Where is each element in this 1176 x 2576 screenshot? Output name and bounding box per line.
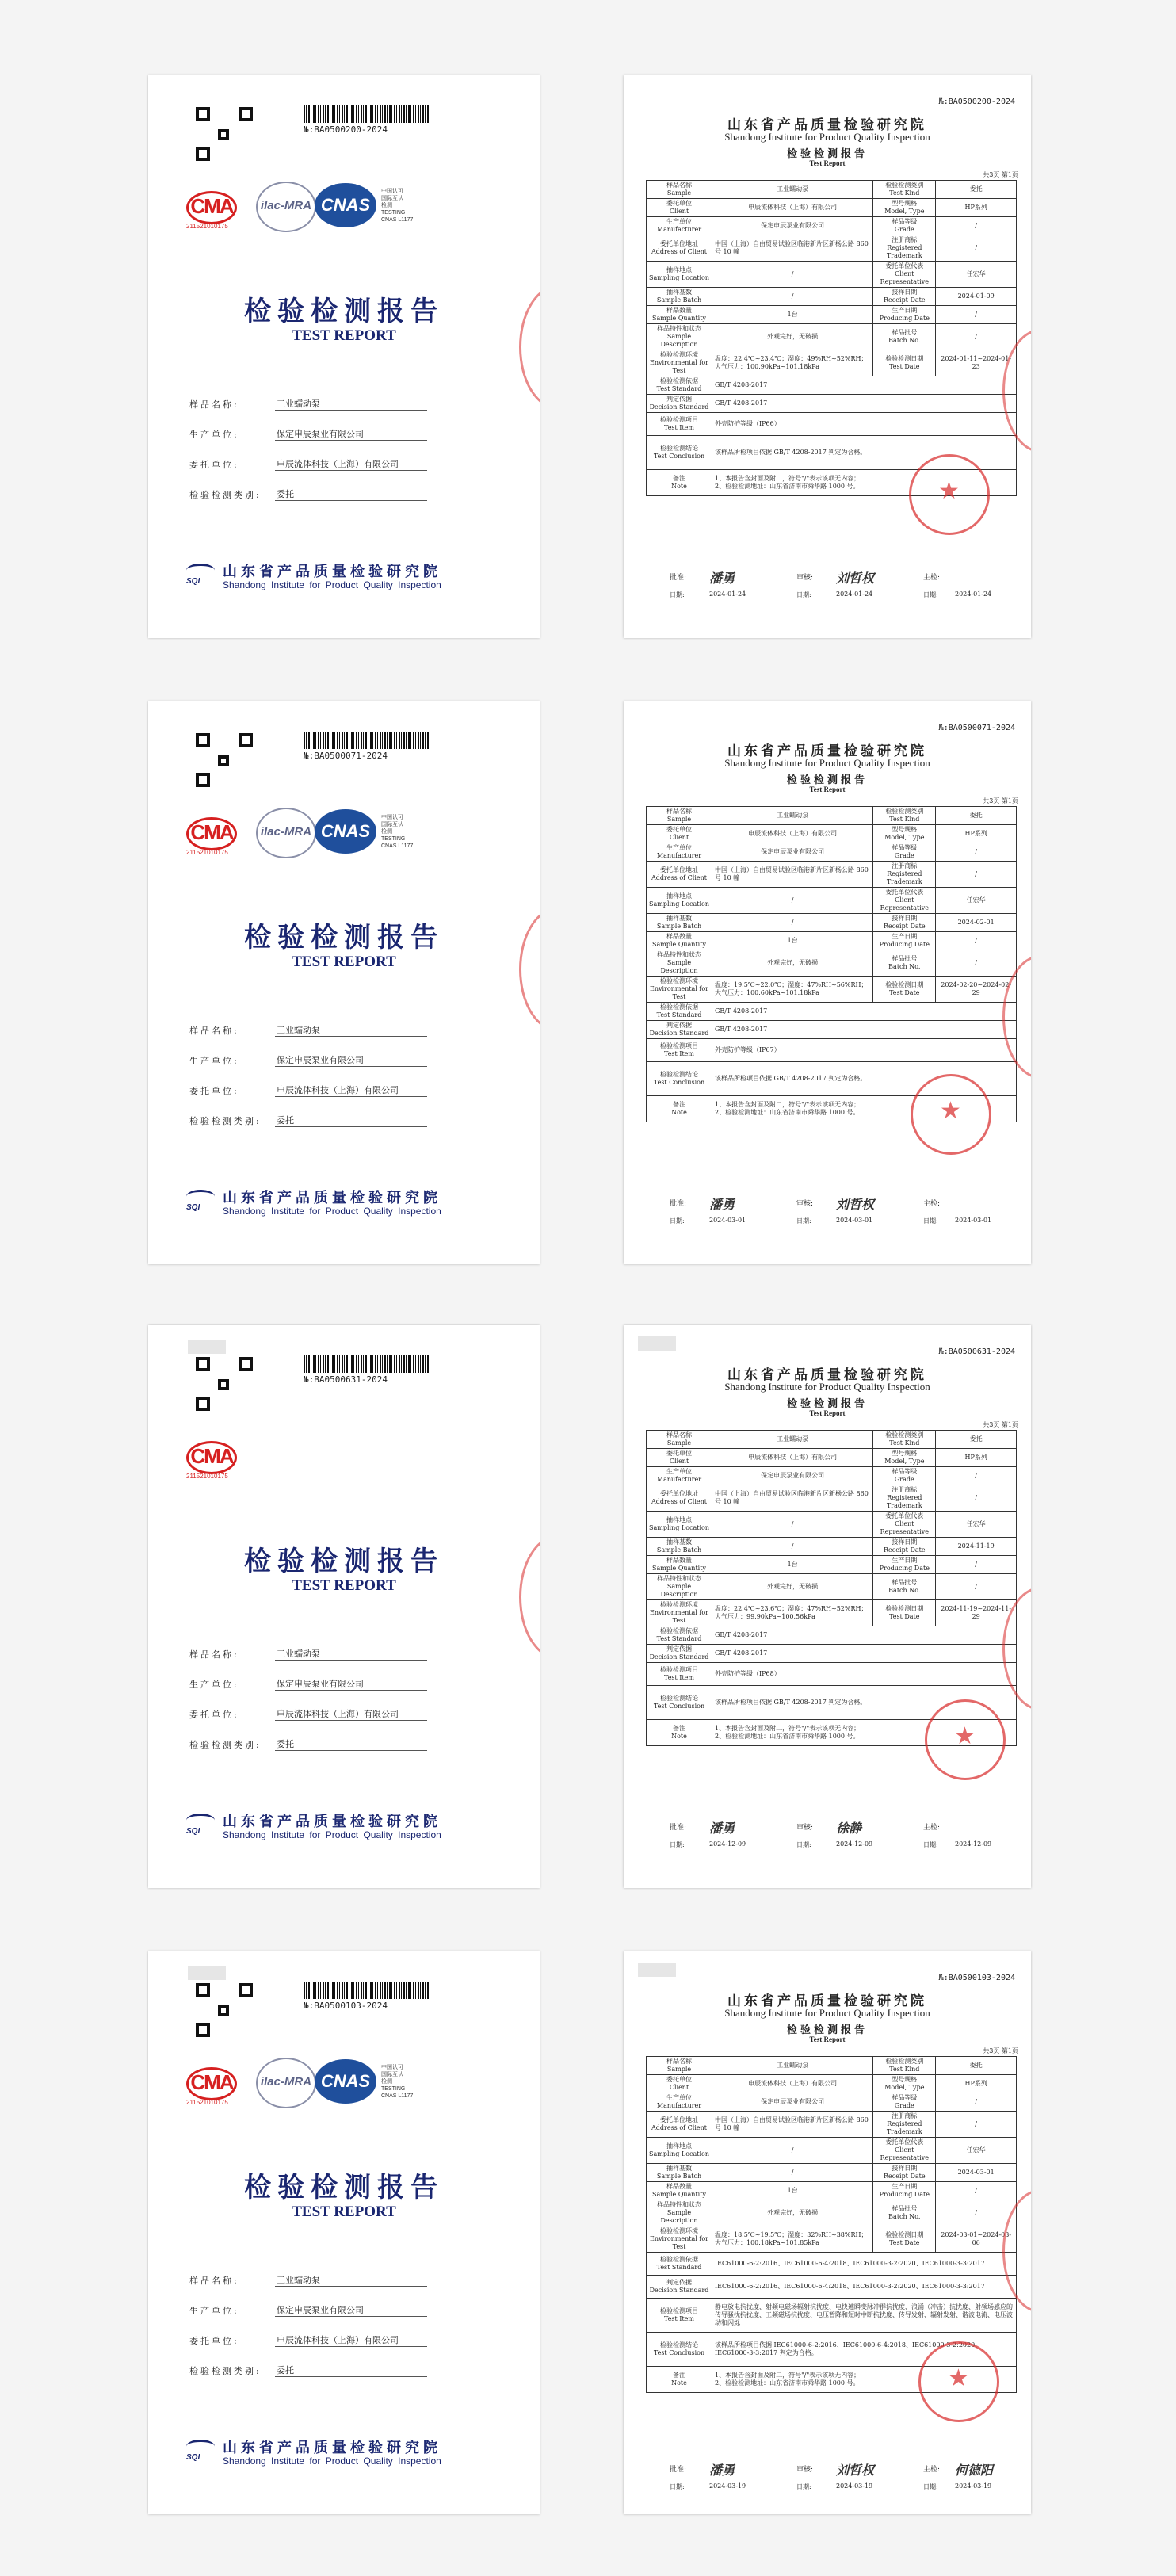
cnas-text: 中国认可 国际互认 检测 TESTING CNAS L1177: [381, 815, 414, 849]
institute-footer: [186, 1187, 519, 1226]
cover-page-3: [148, 1325, 540, 1888]
field-type: 检验检测类别: 委托: [189, 2364, 427, 2380]
institute-footer: [186, 560, 519, 600]
cma-logo-icon: CMA: [186, 817, 237, 850]
cnas-logo-icon: CNAS: [315, 2059, 376, 2104]
report-title-en: Test Report: [809, 159, 846, 167]
cover-report-number: №:BA0500103-2024: [304, 2001, 388, 2011]
redaction-block: [638, 1336, 676, 1351]
institute-name-en: Shandong Institute for Product Quality Inspection: [223, 579, 441, 590]
report-institute-cn: 山东省产品质量检验研究院: [727, 1993, 927, 2009]
report-title: 检验检测报告: [786, 1398, 868, 1410]
cover-subtitle: TEST REPORT: [292, 2203, 396, 2220]
report-institute-en: Shandong Institute for Product Quality Inspection: [724, 1381, 930, 1393]
redaction-block: [188, 1340, 226, 1354]
cma-logo-icon: CMA: [186, 2067, 237, 2100]
report-institute-cn: 山东省产品质量检验研究院: [727, 117, 927, 133]
cover-report-number: №:BA0500200-2024: [304, 124, 388, 135]
signature-area: 批准: 潘勇 审核: 刘哲权 主检: 日期: 2024-03-01 日期: 2024-03-01 日期: 2024-03-01: [670, 1197, 992, 1225]
field-client: 委托单位: 申辰流体科技（上海）有限公司: [189, 1084, 427, 1100]
institute-name-cn: 山东省产品质量检验研究院: [223, 2440, 441, 2456]
seal-stamp-icon: [911, 1074, 991, 1155]
report-title-en: Test Report: [809, 1409, 846, 1417]
field-type: 检验检测类别: 委托: [189, 1114, 427, 1130]
report-table: 样品名称 Sample 工业蠕动泵 检验检测类别 Test Kind 委托 委托单位 Client 申辰流体科技（上海）有限公司 型号规格 Model, Type HP系列 生产单位 Manufacturer 保定申辰泵业有限公司 样品等级 Grade / 委托单位地址 Address of Client 中国（上海）自由贸易试验区临港新片区新杨公路 860 号 10 幢 注册商标 Registered Trademark / 抽样地点 Sampling Location / 委托单位代表 Client Representative 任宏华 抽样基数 Sample Batch / 接样日期 Receipt Date 2024-02-01 样品数量 Sample Quantity 1台 生产日期 Producing Date / 样品特性和状态 Sample Description 外观完好，无破损 样品批号 Batch No. / 检验检测环境 Environmental for Test 温度：19.5℃~22.0℃；湿度：47%RH~56%RH；大气压力：100.60kPa~101.18kPa 检验检测日期 Test Date 2024-02-20~2024-02-29 检验检测依据 Test Standard GB/T 4208-2017 判定依据 Decision Standard GB/T 4208-2017 检验检测项目 Test Item 外壳防护等级（IP67） 检验检测结论 Test Conclusion 该样品所检项目依据 GB/T 4208-2017 判定为合格。 备注 Note 1、本报告含封面及附二，符号"/"表示该项无内容； 2、检验检测地址：山东省济南市舜华路 1000 号。: [646, 806, 1017, 1122]
page-indicator: 共3页 第1页: [983, 171, 1018, 178]
cover-title: 检验检测报告: [244, 1546, 444, 1577]
field-maker: 生产单位: 保定申辰泵业有限公司: [189, 428, 427, 444]
field-sample: 样品名称: 工业蠕动泵: [189, 1648, 427, 1664]
report-table: 样品名称 Sample 工业蠕动泵 检验检测类别 Test Kind 委托 委托单位 Client 申辰流体科技（上海）有限公司 型号规格 Model, Type HP系列 生产单位 Manufacturer 保定申辰泵业有限公司 样品等级 Grade / 委托单位地址 Address of Client 中国（上海）自由贸易试验区临港新片区新杨公路 860 号 10 幢 注册商标 Registered Trademark / 抽样地点 Sampling Location / 委托单位代表 Client Representative 任宏华 抽样基数 Sample Batch / 接样日期 Receipt Date 2024-01-09 样品数量 Sample Quantity 1台 生产日期 Producing Date / 样品特性和状态 Sample Description 外观完好，无破损 样品批号 Batch No. / 检验检测环境 Environmental for Test 温度：22.4℃~23.4℃；湿度：49%RH~52%RH；大气压力：100.90kPa~101.18kPa 检验检测日期 Test Date 2024-01-11~2024-01-23 检验检测依据 Test Standard GB/T 4208-2017 判定依据 Decision Standard GB/T 4208-2017 检验检测项目 Test Item 外壳防护等级（IP66） 检验检测结论 Test Conclusion 该样品所检项目依据 GB/T 4208-2017 判定为合格。 备注 Note 1、本报告含封面及附二，符号"/"表示该项无内容； 2、检验检测地址：山东省济南市舜华路 1000 号。: [646, 180, 1017, 496]
field-client: 委托单位: 申辰流体科技（上海）有限公司: [189, 1708, 427, 1724]
redaction-block: [188, 1966, 226, 1980]
report-title-en: Test Report: [809, 785, 846, 793]
cover-subtitle: TEST REPORT: [292, 327, 396, 344]
cert-logos: [186, 177, 448, 232]
cover-page-2: [148, 701, 540, 1264]
report-institute-en: Shandong Institute for Product Quality Inspection: [724, 757, 930, 769]
institute-name-en: Shandong Institute for Product Quality Inspection: [223, 1829, 441, 1840]
cnas-logo-icon: CNAS: [315, 183, 376, 227]
cover-report-number: №:BA0500071-2024: [304, 751, 388, 761]
signature-area: 批准: 潘勇 审核: 刘哲权 主检: 何德阳 日期: 2024-03-19 日期: 2024-03-19 日期: 2024-03-19: [670, 2463, 994, 2490]
institute-name-cn: 山东省产品质量检验研究院: [223, 1190, 441, 1206]
report-page-4: [624, 1951, 1031, 2514]
ilac-mra-logo-icon: ilac-MRA: [256, 182, 316, 232]
page-indicator: 共3页 第1页: [983, 797, 1018, 805]
report-institute-cn: 山东省产品质量检验研究院: [727, 1367, 927, 1383]
redaction-block: [638, 1963, 676, 1977]
field-sample: 样品名称: 工业蠕动泵: [189, 398, 427, 414]
qr-code-icon: [196, 733, 253, 787]
report-number: №:BA0500103-2024: [938, 1974, 1015, 1982]
ilac-mra-logo-icon: ilac-MRA: [256, 2058, 316, 2108]
report-page-1: [624, 75, 1031, 638]
barcode-icon: [304, 1982, 430, 1999]
cert-logos: [186, 2053, 448, 2108]
cover-title: 检验检测报告: [244, 922, 444, 954]
field-maker: 生产单位: 保定申辰泵业有限公司: [189, 1054, 427, 1070]
report-title: 检验检测报告: [786, 148, 868, 160]
report-page-2: [624, 701, 1031, 1264]
field-maker: 生产单位: 保定申辰泵业有限公司: [189, 1678, 427, 1694]
report-number: №:BA0500071-2024: [938, 724, 1015, 732]
cma-logo-icon: CMA: [186, 191, 237, 224]
cma-number: 211521010175: [186, 849, 228, 856]
field-type: 检验检测类别: 委托: [189, 488, 427, 504]
cover-title: 检验检测报告: [244, 296, 444, 327]
cover-page-1: [148, 75, 540, 638]
report-institute-en: Shandong Institute for Product Quality Inspection: [724, 131, 930, 143]
report-institute-en: Shandong Institute for Product Quality Inspection: [724, 2007, 930, 2019]
field-type: 检验检测类别: 委托: [189, 1738, 427, 1754]
cnas-text: 中国认可 国际互认 检测 TESTING CNAS L1177: [381, 189, 414, 223]
cma-number: 211521010175: [186, 1473, 228, 1480]
cma-number: 211521010175: [186, 223, 228, 230]
institute-footer: [186, 1810, 519, 1850]
cert-logos: [186, 803, 448, 858]
barcode-icon: [304, 732, 430, 749]
report-title: 检验检测报告: [786, 2024, 868, 2036]
report-number: №:BA0500200-2024: [938, 97, 1015, 106]
report-table: 样品名称 Sample 工业蠕动泵 检验检测类别 Test Kind 委托 委托单位 Client 申辰流体科技（上海）有限公司 型号规格 Model, Type HP系列 生产单位 Manufacturer 保定申辰泵业有限公司 样品等级 Grade / 委托单位地址 Address of Client 中国（上海）自由贸易试验区临港新片区新杨公路 860 号 10 幢 注册商标 Registered Trademark / 抽样地点 Sampling Location / 委托单位代表 Client Representative 任宏华 抽样基数 Sample Batch / 接样日期 Receipt Date 2024-11-19 样品数量 Sample Quantity 1台 生产日期 Producing Date / 样品特性和状态 Sample Description 外观完好，无破损 样品批号 Batch No. / 检验检测环境 Environmental for Test 温度：22.4℃~23.6℃；湿度：47%RH~52%RH；大气压力：99.90kPa~100.56kPa 检验检测日期 Test Date 2024-11-19~2024-11-29 检验检测依据 Test Standard GB/T 4208-2017 判定依据 Decision Standard GB/T 4208-2017 检验检测项目 Test Item 外壳防护等级（IP68） 检验检测结论 Test Conclusion 该样品所检项目依据 GB/T 4208-2017 判定为合格。 备注 Note 1、本报告含封面及附二，符号"/"表示该项无内容； 2、检验检测地址：山东省济南市舜华路 1000 号。: [646, 1430, 1017, 1746]
cover-subtitle: TEST REPORT: [292, 954, 396, 970]
cover-title: 检验检测报告: [244, 2172, 444, 2203]
field-maker: 生产单位: 保定申辰泵业有限公司: [189, 2304, 427, 2320]
report-page-3: [624, 1325, 1031, 1888]
signature-area: 批准: 潘勇 审核: 刘哲权 主检: 日期: 2024-01-24 日期: 2024-01-24 日期: 2024-01-24: [670, 571, 992, 598]
institute-name-cn: 山东省产品质量检验研究院: [223, 1814, 441, 1830]
report-institute-cn: 山东省产品质量检验研究院: [727, 743, 927, 759]
cover-page-4: [148, 1951, 540, 2514]
field-sample: 样品名称: 工业蠕动泵: [189, 1024, 427, 1040]
sqi-logo-icon: SQI: [186, 2440, 218, 2467]
institute-name-cn: 山东省产品质量检验研究院: [223, 564, 441, 580]
qr-code-icon: [196, 107, 253, 161]
sqi-logo-icon: SQI: [186, 564, 218, 590]
cert-logos: [186, 1427, 448, 1482]
seal-stamp-icon: [909, 454, 990, 535]
field-sample: 样品名称: 工业蠕动泵: [189, 2274, 427, 2290]
qr-code-icon: [196, 1983, 253, 2037]
cnas-text: 中国认可 国际互认 检测 TESTING CNAS L1177: [381, 2065, 414, 2099]
page-indicator: 共3页 第1页: [983, 1421, 1018, 1428]
institute-name-en: Shandong Institute for Product Quality Inspection: [223, 2456, 441, 2467]
institute-footer: [186, 2436, 519, 2476]
cnas-logo-icon: CNAS: [315, 809, 376, 854]
barcode-icon: [304, 1355, 430, 1373]
report-table: 样品名称 Sample 工业蠕动泵 检验检测类别 Test Kind 委托 委托单位 Client 申辰流体科技（上海）有限公司 型号规格 Model, Type HP系列 生产单位 Manufacturer 保定申辰泵业有限公司 样品等级 Grade / 委托单位地址 Address of Client 中国（上海）自由贸易试验区临港新片区新杨公路 860 号 10 幢 注册商标 Registered Trademark / 抽样地点 Sampling Location / 委托单位代表 Client Representative 任宏华 抽样基数 Sample Batch / 接样日期 Receipt Date 2024-03-01 样品数量 Sample Quantity 1台 生产日期 Producing Date / 样品特性和状态 Sample Description 外观完好，无破损 样品批号 Batch No. / 检验检测环境 Environmental for Test 温度：18.5℃~19.5℃；湿度：32%RH~38%RH；大气压力：100.18kPa~101.85kPa 检验检测日期 Test Date 2024-03-01~2024-03-06 检验检测依据 Test Standard IEC61000-6-2:2016、IEC61000-6-4:2018、IEC61000-3-2:2020、IEC61000-3-3:2017 判定依据 Decision Standard IEC61000-6-2:2016、IEC61000-6-4:2018、IEC61000-3-2:2020、IEC61000-3-3:2017 检验检测项目 Test Item 静电放电抗扰度、射频电磁场辐射抗扰度、电快速瞬变脉冲群抗扰度、浪涌（冲击）抗扰度、射频场感应的传导骚扰抗扰度、工频磁场抗扰度、电压暂降和短时中断抗扰度、传导发射、辐射发射、谐波电流、电压波动和闪烁 检验检测结论 Test Conclusion 该样品所检项目依据 IEC61000-6-2:2016、IEC61000-6-4:2018、IEC61000-3-2:2020、IEC61000-3-3:2017 判定为合格。 备注 Note 1、本报告含封面及附二，符号"/"表示该项无内容； 2、检验检测地址：山东省济南市舜华路 1000 号。: [646, 2056, 1017, 2393]
ilac-mra-logo-icon: ilac-MRA: [256, 808, 316, 858]
cover-report-number: №:BA0500631-2024: [304, 1374, 388, 1385]
report-title: 检验检测报告: [786, 774, 868, 786]
report-number: №:BA0500631-2024: [938, 1347, 1015, 1356]
field-client: 委托单位: 申辰流体科技（上海）有限公司: [189, 458, 427, 474]
institute-name-en: Shandong Institute for Product Quality Inspection: [223, 1206, 441, 1217]
page-indicator: 共3页 第1页: [983, 2047, 1018, 2054]
sqi-logo-icon: SQI: [186, 1190, 218, 1217]
sqi-logo-icon: SQI: [186, 1814, 218, 1840]
signature-area: 批准: 潘勇 审核: 徐静 主检: 日期: 2024-12-09 日期: 2024-12-09 日期: 2024-12-09: [670, 1821, 992, 1848]
report-title-en: Test Report: [809, 2035, 846, 2043]
cma-logo-icon: CMA: [186, 1441, 237, 1474]
barcode-icon: [304, 105, 430, 123]
qr-code-icon: [196, 1357, 253, 1411]
cover-subtitle: TEST REPORT: [292, 1577, 396, 1594]
seal-stamp-icon: [925, 1699, 1006, 1780]
cma-number: 211521010175: [186, 2099, 228, 2106]
seal-stamp-icon: [918, 2341, 999, 2422]
field-client: 委托单位: 申辰流体科技（上海）有限公司: [189, 2334, 427, 2350]
